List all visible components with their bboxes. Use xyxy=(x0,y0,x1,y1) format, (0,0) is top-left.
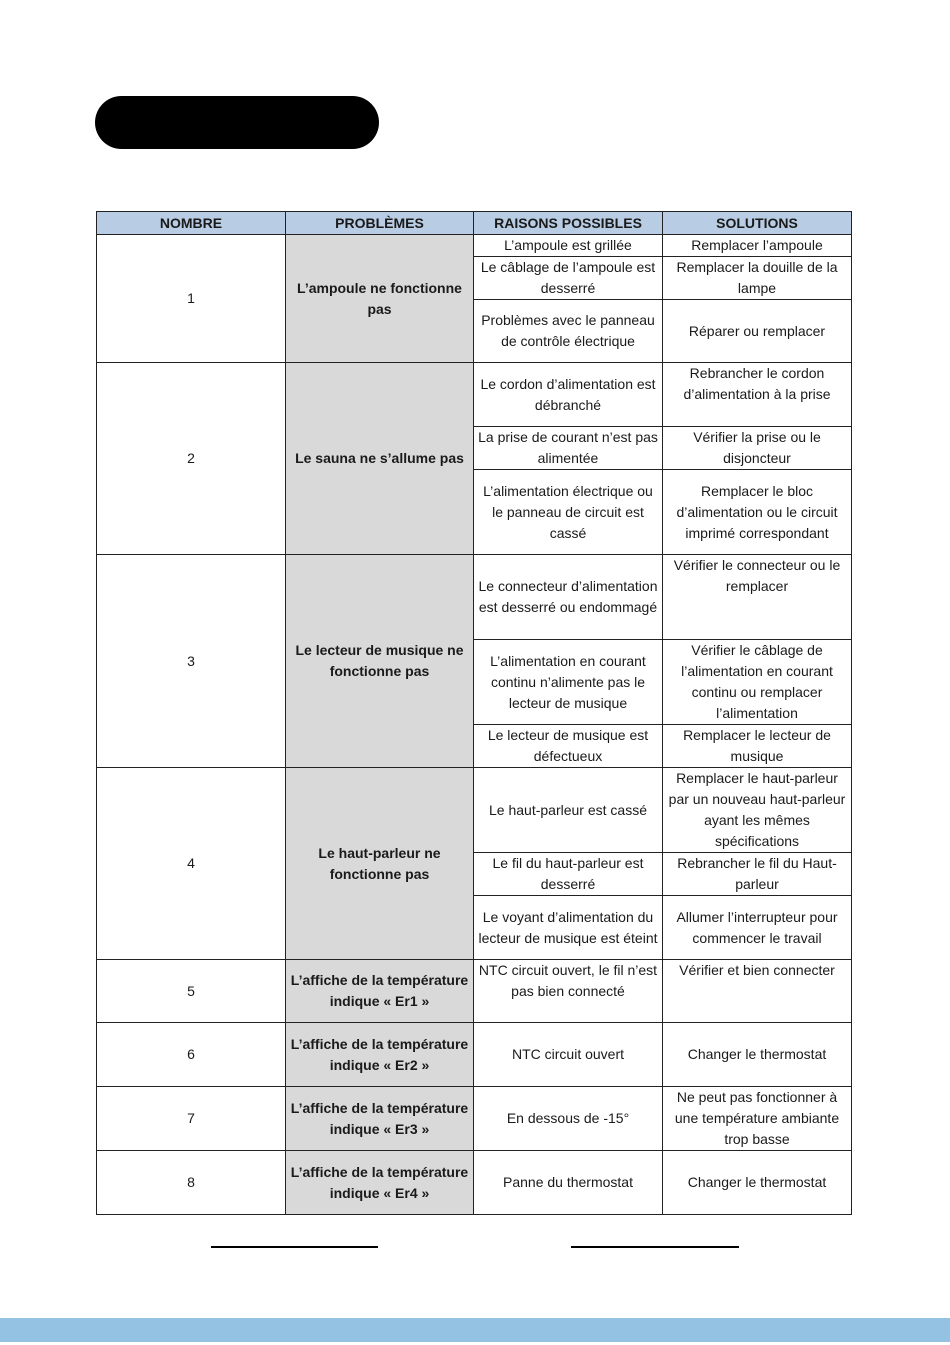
reason-cell: Le cordon d’alimentation est débranché xyxy=(474,363,663,427)
table-row xyxy=(97,235,852,257)
reason-cell: Le fil du haut-parleur est desserré xyxy=(474,853,663,896)
solution-cell: Vérifier le câblage de l’alimentation en courant continu ou remplacer l’alimentation xyxy=(663,640,852,725)
footer-band xyxy=(0,1318,950,1342)
problem-cell: L’ampoule ne fonctionne pas xyxy=(286,235,474,363)
solution-cell: Vérifier la prise ou le disjoncteur xyxy=(663,427,852,470)
table-row xyxy=(97,768,852,853)
section-title-pill xyxy=(95,96,379,149)
problem-cell: L’affiche de la température indique « Er2 » xyxy=(286,1023,474,1087)
solution-cell: Remplacer le lecteur de musique xyxy=(663,725,852,768)
problem-cell: L’affiche de la température indique « Er1 » xyxy=(286,960,474,1023)
reason-cell: La prise de courant n’est pas alimentée xyxy=(474,427,663,470)
reason-cell: Le lecteur de musique est défectueux xyxy=(474,725,663,768)
solution-cell: Vérifier et bien connecter xyxy=(663,960,852,1023)
row-number: 5 xyxy=(97,960,286,1023)
row-number: 1 xyxy=(97,235,286,363)
signature-line-left xyxy=(211,1246,378,1248)
table-row xyxy=(97,1023,852,1087)
row-number: 8 xyxy=(97,1151,286,1215)
reason-cell: Panne du thermostat xyxy=(474,1151,663,1215)
row-number: 3 xyxy=(97,555,286,768)
reason-cell: Le voyant d’alimentation du lecteur de musique est éteint xyxy=(474,896,663,960)
solution-cell: Allumer l’interrupteur pour commencer le travail xyxy=(663,896,852,960)
solution-cell: Vérifier le connecteur ou le remplacer xyxy=(663,555,852,640)
solution-cell: Remplacer le haut-parleur par un nouveau haut-parleur ayant les mêmes spécifications xyxy=(663,768,852,853)
row-number: 6 xyxy=(97,1023,286,1087)
table-row xyxy=(97,363,852,427)
table-header-row xyxy=(97,212,852,235)
solution-cell: Remplacer l’ampoule xyxy=(663,235,852,257)
solution-cell: Changer le thermostat xyxy=(663,1151,852,1215)
solution-cell: Remplacer le bloc d’alimentation ou le circuit imprimé correspondant xyxy=(663,470,852,555)
problem-cell: L’affiche de la température indique « Er3 » xyxy=(286,1087,474,1151)
header-reasons: RAISONS POSSIBLES xyxy=(474,212,663,235)
troubleshooting-table xyxy=(96,211,852,1215)
problem-cell: Le haut-parleur ne fonctionne pas xyxy=(286,768,474,960)
problem-cell: Le sauna ne s’allume pas xyxy=(286,363,474,555)
row-number: 2 xyxy=(97,363,286,555)
solution-cell: Changer le thermostat xyxy=(663,1023,852,1087)
header-problems: PROBLÈMES xyxy=(286,212,474,235)
reason-cell: L’ampoule est grillée xyxy=(474,235,663,257)
reason-cell: NTC circuit ouvert, le fil n’est pas bien connecté xyxy=(474,960,663,1023)
solution-cell: Ne peut pas fonctionner à une température ambiante trop basse xyxy=(663,1087,852,1151)
reason-cell: L’alimentation en courant continu n’alimente pas le lecteur de musique xyxy=(474,640,663,725)
problem-cell: L’affiche de la température indique « Er4 » xyxy=(286,1151,474,1215)
reason-cell: NTC circuit ouvert xyxy=(474,1023,663,1087)
solution-cell: Réparer ou remplacer xyxy=(663,300,852,363)
signature-line-right xyxy=(571,1246,739,1248)
reason-cell: Le haut-parleur est cassé xyxy=(474,768,663,853)
reason-cell: Le connecteur d’alimentation est desserré ou endommagé xyxy=(474,555,663,640)
reason-cell: Problèmes avec le panneau de contrôle électrique xyxy=(474,300,663,363)
reason-cell: Le câblage de l’ampoule est desserré xyxy=(474,257,663,300)
table-row xyxy=(97,1151,852,1215)
solution-cell: Remplacer la douille de la lampe xyxy=(663,257,852,300)
table-row xyxy=(97,1087,852,1151)
reason-cell: En dessous de -15° xyxy=(474,1087,663,1151)
row-number: 4 xyxy=(97,768,286,960)
problem-cell: Le lecteur de musique ne fonctionne pas xyxy=(286,555,474,768)
header-number: NOMBRE xyxy=(97,212,286,235)
troubleshooting-table-container xyxy=(96,211,851,1215)
reason-cell: L’alimentation électrique ou le panneau de circuit est cassé xyxy=(474,470,663,555)
solution-cell: Rebrancher le fil du Haut-parleur xyxy=(663,853,852,896)
table-row xyxy=(97,555,852,640)
solution-cell: Rebrancher le cordon d’alimentation à la prise xyxy=(663,363,852,427)
table-body xyxy=(97,235,852,1215)
row-number: 7 xyxy=(97,1087,286,1151)
table-row xyxy=(97,960,852,1023)
header-solutions: SOLUTIONS xyxy=(663,212,852,235)
